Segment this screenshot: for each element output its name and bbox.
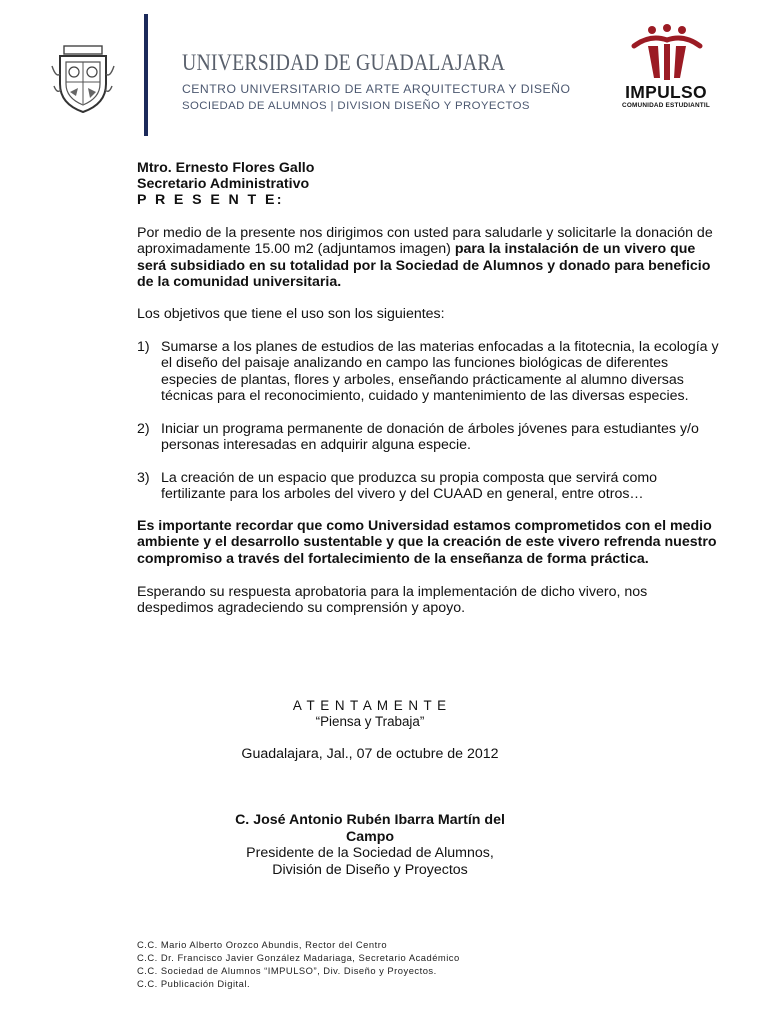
cc-line: C.C. Mario Alberto Orozco Abundis, Rector del Centro [137,939,388,950]
cc-line: C.C. Dr. Francisco Javier González Madariaga, Secretario Académico [137,952,460,963]
list-item-text: Iniciar un programa permanente de donación de árboles jóvenes para estudiantes y/o personas interesadas en adquirir alguna especie. [161,421,699,454]
greeting: P R E S E N T E: [137,192,284,208]
list-item [137,421,719,454]
objectives-intro: Los objetivos que tiene el uso son los siguientes: [137,306,445,322]
intro-paragraph [137,225,719,291]
intro-emphasis: para la instalación de un vivero que será subsidiado en su totalidad por la Sociedad de Alumnos y donado para beneficio de la comunidad universitaria. [137,241,711,291]
cc-list [137,938,460,990]
university-name: UNIVERSIDAD DE GUADALAJARA [182,50,506,75]
important-paragraph: Es importante recordar que como Universidad estamos comprometidos con el medio ambiente y el desarrollo sustentable y que la creación de este vivero refrenda nuestro compromiso a través del fortalecimiento de la enseñanza de forma práctica. [137,518,717,567]
list-item-number: 1) [137,339,150,355]
list-item [137,339,719,405]
cc-line: C.C. Publicación Digital. [137,978,251,989]
impulso-wordmark: IMPULSO [625,82,707,102]
university-crest-icon [50,44,116,114]
signer-role: Presidente de la Sociedad de Alumnos, [246,845,494,861]
signer-name: C. José Antonio Rubén Ibarra Martín del Campo [235,812,505,845]
place-date: Guadalajara, Jal., 07 de octubre de 2012 [241,746,499,762]
motto: “Piensa y Trabaja” [315,714,425,729]
intro-text: Por medio de la presente nos dirigimos con usted para saludarle y solicitarle la donación de aproximadamente 15.00 m2 (adjuntamos imagen) [137,225,713,258]
university-center-name: CENTRO UNIVERSITARIO DE ARTE ARQUITECTURA Y DISEÑO [182,82,571,96]
cc-line: C.C. Sociedad de Alumnos “IMPULSO”, Div. Diseño y Proyectos. [137,965,437,976]
society-name: SOCIEDAD DE ALUMNOS | DIVISION DISEÑO Y PROYECTOS [182,100,530,112]
list-item-number: 3) [137,470,150,486]
list-item-text: La creación de un espacio que produzca su propia composta que servirá como fertilizante para los arboles del vivero y del CUAAD en general, entre otros… [161,470,658,503]
atentamente: A T E N T A M E N T E [292,698,448,713]
list-item [137,470,719,503]
header-divider [144,14,148,136]
list-item-number: 2) [137,421,150,437]
recipient-title: Secretario Administrativo [137,176,310,192]
closing-paragraph: Esperando su respuesta aprobatoria para la implementación de dicho vivero, nos despedimos agradeciendo su comprensión y apoyo. [137,584,648,617]
recipient-name: Mtro. Ernesto Flores Gallo [137,160,315,176]
signer-division: División de Diseño y Proyectos [272,862,468,878]
impulso-tagline: COMUNIDAD ESTUDIANTIL [622,102,710,109]
list-item-text: Sumarse a los planes de estudios de las materias enfocadas a la fitotecnia, la ecología y el diseño del paisaje analizando en campo las funciones biológicas de diferentes especies de plantas, flores y arboles, enseñando prácticamente al alumno diversas técnicas para el reconocimiento, cuidado y mantenimiento de las diversas especies. [161,339,719,405]
